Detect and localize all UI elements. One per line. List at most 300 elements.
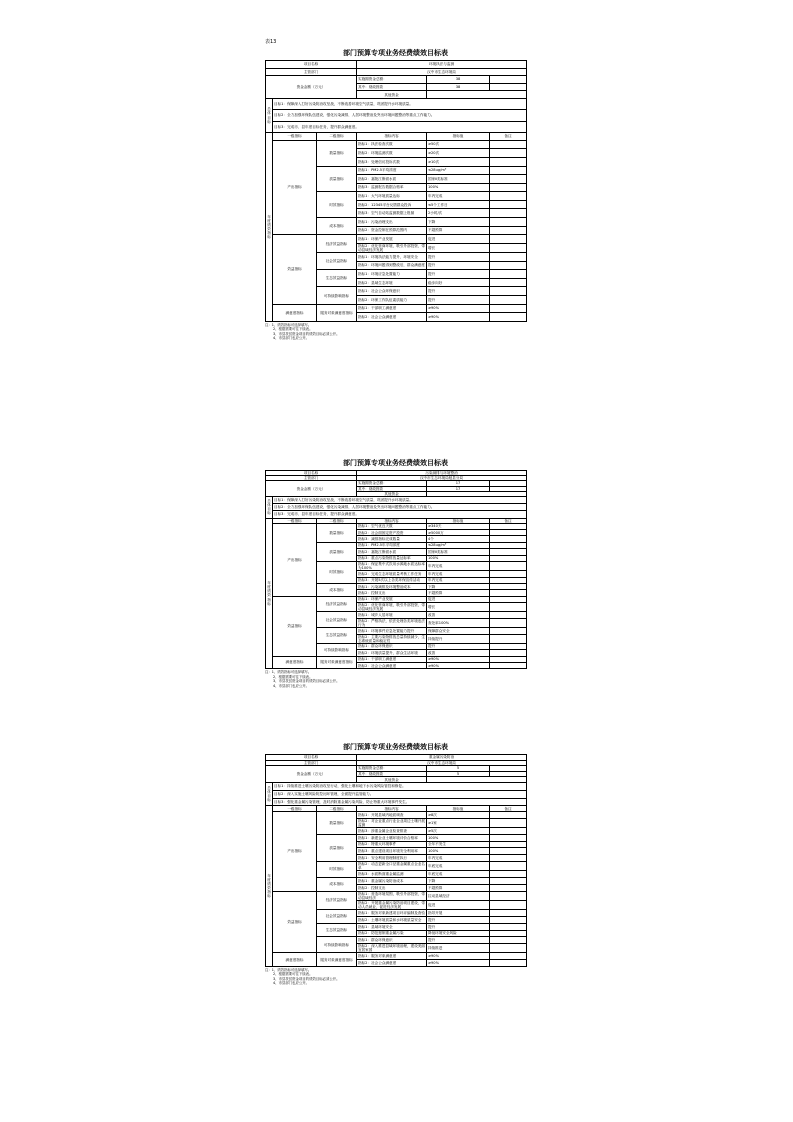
indicator-value: 提升 bbox=[427, 287, 490, 296]
indicator-content: 指标1：PM2.5平均浓度 bbox=[357, 166, 427, 175]
goal-text: 目标3：强化重金属污染管理，及时消除重金属污染风险，防止特重大环境事件发生。 bbox=[273, 798, 527, 806]
indicator-value: 提升 bbox=[427, 923, 490, 930]
indicator-value: 查处率100% bbox=[427, 618, 490, 627]
indicator-remark bbox=[490, 562, 527, 571]
indicator-content: 指标1：开展县域内地质调查 bbox=[357, 811, 427, 818]
level2-indicator: 生态效益指标 bbox=[317, 270, 357, 287]
indicator-content: 指标3：重点建设项目环境安全利用率 bbox=[357, 848, 427, 855]
indicator-content: 指标1：城乡人居环境 bbox=[357, 612, 427, 618]
indicator-value: 指导开展 bbox=[427, 910, 490, 917]
project-name-value: 污染减排与环境整治 bbox=[357, 471, 527, 476]
indicator-value: 保障群众安全 bbox=[427, 628, 490, 634]
indicator-remark bbox=[490, 841, 527, 848]
indicator-remark bbox=[490, 818, 527, 827]
budget-table-3 bbox=[265, 740, 526, 986]
indicator-remark bbox=[490, 953, 527, 960]
indicator-content: 指标1：环境应急处置能力 bbox=[357, 270, 427, 279]
level1-indicator: 产出指标 bbox=[273, 140, 317, 235]
level1-indicator: 效益指标 bbox=[273, 235, 317, 304]
indicator-remark bbox=[490, 960, 527, 967]
indicator-value: ≤28ug/m³ bbox=[427, 542, 490, 548]
level2-indicator: 数量指标 bbox=[317, 523, 357, 542]
indicator-value: ≥20次 bbox=[427, 149, 490, 158]
indicator-value: 持续提升 bbox=[427, 634, 490, 643]
indicator-content: 指标2：社会公众满意度 bbox=[357, 313, 427, 322]
total-fund-label: 实施期资金总额： bbox=[357, 76, 427, 84]
indicator-content: 指标2：环保工作队伍素质能力 bbox=[357, 296, 427, 305]
indicator-value: ≥8次 bbox=[427, 811, 490, 818]
indicator-content: 指标1：执法检查次数 bbox=[357, 140, 427, 149]
indicator-content: 指标3：空气自动站监测数据上报频 bbox=[357, 209, 427, 218]
table-row bbox=[266, 798, 527, 806]
indicator-content: 指标2：完成生态环境质量考核工作任务 bbox=[357, 571, 427, 577]
indicator-remark bbox=[490, 603, 527, 612]
indicator-content: 指标1：群众环保意识 bbox=[357, 937, 427, 944]
indicator-content: 指标2：控制支出 bbox=[357, 590, 427, 596]
indicator-value: 改善 bbox=[427, 612, 490, 618]
level1-indicator: 满意度指标 bbox=[273, 304, 317, 321]
indicator-value: 年底完成 bbox=[427, 871, 490, 878]
col-header-content: 指标内容 bbox=[357, 133, 427, 141]
budget-table-2 bbox=[265, 456, 526, 688]
page-label: 表13 bbox=[265, 39, 277, 45]
indicator-content: 指标1：污染减排及环境整治成本 bbox=[357, 584, 427, 590]
annual-indicator-label: 年度绩效指标 bbox=[266, 518, 273, 669]
col-header-level1: 一级指标 bbox=[273, 133, 317, 141]
col-header-remark: 备注 bbox=[490, 133, 527, 141]
indicator-value: ≥90% bbox=[427, 656, 490, 662]
indicator-content: 指标2：开展重金属污染防治项目建设，带动人员就业，促进经济发展 bbox=[358, 900, 425, 909]
note-line: 注：1、绩效指标可选择填写。 bbox=[265, 967, 312, 972]
goal-text: 目标3：完成市、县年度目标任务，提升群众满意度。 bbox=[273, 121, 527, 132]
col-header-remark: 备注 bbox=[490, 518, 527, 523]
indicator-content: 指标1：重金属污染防治成本 bbox=[357, 878, 427, 885]
table-row bbox=[266, 121, 527, 132]
indicator-value: ≤5个工作日 bbox=[427, 200, 490, 209]
note-line: 4、市县部门也应公开。 bbox=[273, 981, 310, 986]
table-row bbox=[266, 235, 527, 244]
indicator-value: 年底完成 bbox=[427, 861, 490, 870]
level2-indicator: 服务对象满意度指标 bbox=[317, 953, 357, 967]
indicator-content: 指标2：嘉陵江断面水质 bbox=[357, 175, 427, 184]
indicator-remark bbox=[490, 916, 527, 923]
indicator-value: 100% bbox=[427, 183, 490, 192]
goal-text: 目标1：持续推进土壤污染防治攻坚行动，强化土壤和地下水污染风险管控和修复。 bbox=[273, 782, 527, 790]
table-row bbox=[266, 140, 527, 149]
indicator-value: 国家Ⅱ类标准 bbox=[427, 549, 490, 555]
table-notes bbox=[265, 670, 526, 688]
level1-indicator: 满意度指标 bbox=[273, 953, 317, 967]
table-row bbox=[266, 304, 527, 313]
indicator-remark bbox=[490, 175, 527, 184]
fiscal-fund-label: 其中：财政拨款 bbox=[357, 83, 427, 91]
level2-indicator: 成本指标 bbox=[317, 584, 357, 597]
indicator-content: 指标1：PM2.5年平均浓度 bbox=[357, 542, 427, 548]
indicator-content: 指标2：土壤环境质量和水环境质量安全 bbox=[357, 916, 427, 923]
table-notes bbox=[265, 323, 526, 341]
col-header-level1: 一级指标 bbox=[273, 518, 317, 523]
table-row bbox=[266, 811, 527, 818]
level2-indicator: 经济效益指标 bbox=[317, 235, 357, 253]
indicator-value: 增长 bbox=[427, 603, 490, 612]
col-header-level2: 二级指标 bbox=[317, 806, 357, 812]
level2-indicator: 社会效益指标 bbox=[317, 910, 357, 924]
indicator-remark bbox=[490, 183, 527, 192]
total-fund-value: 38 bbox=[427, 76, 490, 84]
level2-indicator: 质量指标 bbox=[317, 834, 357, 861]
indicator-value: 2小时/次 bbox=[427, 209, 490, 218]
indicator-content: 指标2：环境质量提升，群众生活环境 bbox=[357, 650, 427, 656]
indicator-content: 指标3：监测报告数据合格率 bbox=[357, 183, 427, 192]
empty-cell bbox=[427, 91, 527, 99]
table-row bbox=[266, 782, 527, 790]
indicator-value: 提升 bbox=[427, 937, 490, 944]
col-header-content: 指标内容 bbox=[357, 806, 427, 812]
fund-amount-label: 资金金额（万元） bbox=[266, 766, 357, 783]
indicator-content: 指标2：主要污染物排放总量持续减少，生态系统质量和稳定性 bbox=[358, 634, 425, 643]
fiscal-fund-value: 38 bbox=[427, 83, 490, 91]
indicator-remark bbox=[490, 253, 527, 262]
table-notes bbox=[265, 968, 526, 986]
indicator-content: 指标2：资金控制在预算范围内 bbox=[357, 226, 427, 235]
indicator-value: 全年不发生 bbox=[427, 841, 490, 848]
department-label: 主管部门 bbox=[266, 476, 357, 481]
indicator-remark bbox=[490, 149, 527, 158]
table-row bbox=[266, 110, 527, 121]
level2-indicator: 时效指标 bbox=[317, 861, 357, 877]
indicator-value: 年内完成 bbox=[427, 577, 490, 583]
note-line: 3、市县扶贫资金项目的绩效目标必须公开。 bbox=[273, 679, 340, 684]
indicator-remark bbox=[490, 811, 527, 818]
indicator-value: 下降 bbox=[427, 584, 490, 590]
fiscal-fund-label: 其中：财政拨款 bbox=[357, 771, 427, 777]
note-line: 3、市县扶贫资金项目的绩效目标必须公开。 bbox=[273, 331, 340, 336]
table-row bbox=[266, 76, 527, 84]
table-title: 部门预算专项业务经费绩效目标表 bbox=[343, 459, 448, 467]
indicator-remark bbox=[490, 157, 527, 166]
indicator-remark bbox=[490, 278, 527, 287]
indicator-content: 指标3：开展5次以上各类环保宣传活动 bbox=[357, 577, 427, 583]
performance-table bbox=[265, 754, 527, 967]
indicator-remark bbox=[490, 261, 527, 270]
indicator-remark bbox=[490, 662, 527, 668]
level2-indicator: 生态效益指标 bbox=[317, 628, 357, 644]
indicator-content: 指标1：服务对象新建项目环评编制及查验 bbox=[358, 910, 425, 915]
indicator-value: 持续推进 bbox=[427, 944, 490, 953]
indicator-remark bbox=[490, 937, 527, 944]
table-row bbox=[266, 68, 527, 76]
table-row bbox=[266, 891, 527, 900]
indicator-content: 指标3：处理信访投诉次数 bbox=[357, 157, 427, 166]
table-row bbox=[266, 953, 527, 960]
indicator-value: 不超预算 bbox=[427, 226, 490, 235]
indicator-value: 提升 bbox=[427, 261, 490, 270]
overall-goal-label: 总体目标 bbox=[266, 782, 273, 805]
level2-indicator: 时效指标 bbox=[317, 192, 357, 218]
indicator-content: 指标1：群众环保意识 bbox=[357, 643, 427, 649]
indicator-value: 促进 bbox=[427, 235, 490, 244]
indicator-value: 不超预算 bbox=[427, 884, 490, 891]
indicator-content: 指标3：减排指标完成数量 bbox=[357, 536, 427, 542]
other-fund-label: 其他资金 bbox=[357, 91, 427, 99]
indicator-value: ≥5000万 bbox=[427, 530, 490, 536]
indicator-remark bbox=[490, 200, 527, 209]
note-line: 2、根据需要可往下续表。 bbox=[273, 674, 313, 679]
table-row bbox=[266, 133, 527, 141]
level1-indicator: 产出指标 bbox=[273, 811, 317, 891]
level1-indicator: 产出指标 bbox=[273, 523, 317, 596]
total-fund-label: 实施期资金总额： bbox=[357, 766, 427, 772]
indicator-remark bbox=[490, 226, 527, 235]
indicator-content: 指标1：新建企业土壤环境评价合格率 bbox=[357, 834, 427, 841]
table-row bbox=[266, 504, 527, 511]
goal-text: 目标2：全力加强环保队伍建设，强化污染减排、人居环境整治及突出环境问题整治等重点工作能力。 bbox=[273, 110, 527, 121]
indicator-remark bbox=[490, 192, 527, 201]
col-header-level2: 二级指标 bbox=[317, 518, 357, 523]
indicator-content: 指标2：优化营商环境，吸引外部投资，带动县域经济发展 bbox=[358, 603, 425, 612]
fund-amount-label: 资金金额（万元） bbox=[266, 76, 357, 99]
indicator-remark bbox=[490, 218, 527, 227]
table-row bbox=[266, 790, 527, 798]
col-header-remark: 备注 bbox=[490, 806, 527, 812]
indicator-remark bbox=[490, 834, 527, 841]
indicator-remark bbox=[490, 140, 527, 149]
table-row bbox=[266, 511, 527, 518]
indicator-content: 指标1：空气优良天数 bbox=[357, 523, 427, 529]
level2-indicator: 成本指标 bbox=[317, 878, 357, 892]
level1-indicator: 效益指标 bbox=[273, 891, 317, 953]
indicator-content: 指标1：干部职工满意度 bbox=[357, 304, 427, 313]
table-row bbox=[266, 496, 527, 503]
indicator-content: 指标2：优化营商环境，吸引外部投资，带动县域经济发展 bbox=[358, 243, 425, 252]
level2-indicator: 可持续影响指标 bbox=[317, 643, 357, 656]
indicator-value: 100% bbox=[427, 834, 490, 841]
other-fund-label: 其他资金 bbox=[357, 777, 427, 783]
goal-text: 目标1：保障深入打好污染防治攻坚战，不断改善环境空气质量，巩固提升水环境质量。 bbox=[273, 98, 527, 109]
indicator-remark bbox=[490, 209, 527, 218]
indicator-value: 年内完成 bbox=[427, 855, 490, 862]
annual-indicator-label: 年度绩效指标 bbox=[266, 806, 273, 967]
department-label: 主管部门 bbox=[266, 760, 357, 766]
col-header-value: 指标值 bbox=[427, 133, 490, 141]
indicator-content: 指标3：水质断面重金属监测 bbox=[357, 871, 427, 878]
indicator-value: ≥50次 bbox=[427, 140, 490, 149]
indicator-remark bbox=[490, 287, 527, 296]
col-header-level2: 二级指标 bbox=[317, 133, 357, 141]
indicator-value: 提升 bbox=[427, 916, 490, 923]
level2-indicator: 成本指标 bbox=[317, 218, 357, 235]
project-name-value: 重金属污染防治 bbox=[357, 755, 527, 761]
indicator-remark bbox=[490, 855, 527, 862]
indicator-content: 指标1：安全利用管理制度执行 bbox=[357, 855, 427, 862]
indicator-remark bbox=[490, 270, 527, 279]
indicator-value: 年内完成 bbox=[427, 562, 490, 571]
level2-indicator: 质量指标 bbox=[317, 542, 357, 561]
indicator-value: 提升 bbox=[427, 296, 490, 305]
total-fund-value: 5 bbox=[427, 766, 490, 772]
project-name-value: 环境执法与监测 bbox=[357, 61, 527, 69]
indicator-remark bbox=[490, 900, 527, 909]
indicator-content: 指标2：社会公众满意度 bbox=[357, 662, 427, 668]
indicator-value: ≥5次 bbox=[427, 828, 490, 835]
performance-table bbox=[265, 60, 527, 322]
indicator-value: ≥10次 bbox=[427, 157, 490, 166]
indicator-remark bbox=[490, 871, 527, 878]
indicator-remark bbox=[490, 634, 527, 643]
goal-text: 目标3：完成市、县年度目标任务，提升群众满意度。 bbox=[273, 511, 527, 518]
indicator-value: 4个 bbox=[427, 536, 490, 542]
department-value: 汉中市生态环境局 bbox=[357, 68, 527, 76]
overall-goal-label: 总体目标 bbox=[266, 496, 273, 518]
project-name-label: 项目名称 bbox=[266, 755, 357, 761]
indicator-value: 增长 bbox=[427, 243, 490, 252]
level2-indicator: 质量指标 bbox=[317, 166, 357, 192]
indicator-content: 指标2：动态更新全口径重金属重点企业名单 bbox=[358, 861, 425, 871]
indicator-content: 指标2：对企业重点行业企业周边土壤开展监测 bbox=[358, 818, 425, 827]
project-name-label: 项目名称 bbox=[266, 61, 357, 69]
indicator-content: 指标1：社会公众环保意识 bbox=[357, 287, 427, 296]
indicator-content: 指标2：特重大环境事件 bbox=[357, 841, 427, 848]
indicator-remark bbox=[490, 618, 527, 627]
indicator-value: 年内完成 bbox=[427, 192, 490, 201]
indicator-remark bbox=[490, 910, 527, 917]
level2-indicator: 生态效益指标 bbox=[317, 923, 357, 937]
indicator-value: ≥90% bbox=[427, 960, 490, 967]
fiscal-fund-value: 5 bbox=[427, 771, 490, 777]
indicator-value: 下降 bbox=[427, 878, 490, 885]
col-header-level1: 一级指标 bbox=[273, 806, 317, 812]
indicator-value: 不超预算 bbox=[427, 590, 490, 596]
indicator-remark bbox=[490, 304, 527, 313]
indicator-value: 提升 bbox=[427, 253, 490, 262]
indicator-remark bbox=[490, 944, 527, 953]
goal-text: 目标2：深入实施土壤风险防控闭环管理，全面提升监管能力。 bbox=[273, 790, 527, 798]
note-line: 3、市县扶贫资金项目的绩效目标必须公开。 bbox=[273, 976, 340, 981]
indicator-content: 指标1：环境执法能力提升，环境安全 bbox=[357, 253, 427, 262]
indicator-remark bbox=[490, 923, 527, 930]
empty-cell bbox=[490, 76, 527, 84]
indicator-content: 指标1：环保产业发展 bbox=[357, 235, 427, 244]
col-header-value: 指标值 bbox=[427, 518, 490, 523]
indicator-value: ≥90% bbox=[427, 662, 490, 668]
other-fund-label: 其他资金 bbox=[357, 491, 427, 496]
col-header-content: 指标内容 bbox=[357, 518, 427, 523]
note-line: 2、根据需要可往下续表。 bbox=[273, 972, 313, 977]
indicator-value: 100% bbox=[427, 848, 490, 855]
indicator-remark bbox=[490, 243, 527, 252]
note-line: 4、市县部门也应公开。 bbox=[273, 683, 310, 688]
department-value: 汉中市生态环境局勉县分局 bbox=[357, 476, 527, 481]
indicator-content: 指标3：重点污染物排放量达标率 bbox=[357, 555, 427, 561]
col-header-value: 指标值 bbox=[427, 806, 490, 812]
level2-indicator: 时效指标 bbox=[317, 562, 357, 584]
goal-text: 目标2：全力加强环保队伍建设，强化污染减排、人居环境整治及突出环境问题整治等重点工作能力。 bbox=[273, 504, 527, 511]
indicator-value: 促进 bbox=[427, 900, 490, 909]
indicator-content: 指标1：县域环境安全 bbox=[357, 923, 427, 930]
indicator-content: 指标2：控制支出 bbox=[357, 884, 427, 891]
indicator-remark bbox=[490, 166, 527, 175]
level2-indicator: 经济效益指标 bbox=[317, 596, 357, 612]
table-title: 部门预算专项业务经费绩效目标表 bbox=[343, 743, 448, 751]
indicator-remark bbox=[490, 861, 527, 870]
indicator-value: ≥90% bbox=[427, 953, 490, 960]
indicator-content: 指标2：深入推进县域环境治理，建设美丽宜居家园 bbox=[358, 944, 425, 953]
indicator-content: 指标2：环境问题得到整改后，群众满意度 bbox=[357, 261, 427, 270]
total-fund-label: 实施期资金总额： bbox=[357, 481, 427, 486]
performance-table bbox=[265, 470, 527, 669]
level2-indicator: 可持续影响指标 bbox=[317, 287, 357, 304]
indicator-value: ≥90% bbox=[427, 304, 490, 313]
annual-indicator-label: 年度绩效指标 bbox=[266, 133, 273, 322]
indicator-content: 指标2：嘉陵江断面水质 bbox=[357, 549, 427, 555]
level2-indicator: 社会效益指标 bbox=[317, 253, 357, 270]
indicator-remark bbox=[490, 848, 527, 855]
fiscal-fund-value: 17 bbox=[427, 486, 490, 491]
indicator-value: 国家Ⅱ类标准 bbox=[427, 175, 490, 184]
indicator-content: 指标1：营造环境氛围，吸引外部投资，带动县域经济 bbox=[358, 891, 425, 900]
empty-cell bbox=[490, 83, 527, 91]
level2-indicator: 数量指标 bbox=[317, 140, 357, 166]
table-row bbox=[266, 98, 527, 109]
indicator-remark bbox=[490, 313, 527, 322]
indicator-remark bbox=[490, 930, 527, 937]
indicator-content: 指标1：环境事件应急处置能力提升 bbox=[357, 628, 427, 634]
level2-indicator: 数量指标 bbox=[317, 811, 357, 834]
note-line: 2、根据需要可往下续表。 bbox=[273, 327, 313, 332]
indicator-content: 指标2：严格执法，依法处理各类环境违法行为 bbox=[358, 618, 425, 627]
indicator-value: ≥90% bbox=[427, 313, 490, 322]
indicator-value: 改善 bbox=[427, 650, 490, 656]
indicator-value: 提升 bbox=[427, 270, 490, 279]
indicator-value: 稳步向好 bbox=[427, 278, 490, 287]
note-line: 4、市县部门也应公开。 bbox=[273, 336, 310, 341]
level2-indicator: 服务对象满意度指标 bbox=[317, 304, 357, 321]
indicator-content: 指标1：污染治理支出 bbox=[357, 218, 427, 227]
total-fund-value: 17 bbox=[427, 481, 490, 486]
indicator-remark bbox=[490, 891, 527, 900]
fiscal-fund-label: 其中：财政拨款 bbox=[357, 486, 427, 491]
goal-text: 目标1：保障深入打好污染防治攻坚战，不断改善环境空气质量，巩固提升水环境质量。 bbox=[273, 496, 527, 503]
indicator-content: 指标2：环境监测次数 bbox=[357, 149, 427, 158]
indicator-content: 指标2：防范遏制重金属污染 bbox=[357, 930, 427, 937]
indicator-value: 拉动县域经济 bbox=[427, 891, 490, 900]
indicator-content: 指标1：保证集中式饮用水源地水质达标率为100% bbox=[358, 562, 425, 571]
indicator-value: 降低环境安全风险 bbox=[427, 930, 490, 937]
indicator-value: 100% bbox=[427, 555, 490, 561]
indicator-content: 指标2：12345平台反馈群众投诉 bbox=[357, 200, 427, 209]
indicator-content: 指标2：社会面固定资产投资 bbox=[357, 530, 427, 536]
level2-indicator: 可持续影响指标 bbox=[317, 937, 357, 953]
indicator-content: 指标1：大气环境质量达标 bbox=[357, 192, 427, 201]
indicator-content: 指标1：干部职工满意度 bbox=[357, 656, 427, 662]
overall-goal-label: 总体目标 bbox=[266, 98, 273, 132]
indicator-value: 提升 bbox=[427, 643, 490, 649]
note-line: 注：1、绩效指标可选择填写。 bbox=[265, 322, 312, 327]
indicator-remark bbox=[490, 828, 527, 835]
note-line: 注：1、绩效指标可选择填写。 bbox=[265, 670, 312, 675]
indicator-value: 下降 bbox=[427, 218, 490, 227]
indicator-remark bbox=[490, 878, 527, 885]
budget-table-1 bbox=[265, 46, 526, 341]
fund-amount-label: 资金金额（万元） bbox=[266, 481, 357, 497]
indicator-content: 指标2：社会公众满意度 bbox=[357, 960, 427, 967]
indicator-content: 指标2：县域生态环境 bbox=[357, 278, 427, 287]
indicator-remark bbox=[490, 884, 527, 891]
indicator-value: ≤28ug/m³ bbox=[427, 166, 490, 175]
level2-indicator: 服务对象满意度指标 bbox=[317, 656, 357, 669]
level1-indicator: 满意度指标 bbox=[273, 656, 317, 669]
project-name-label: 项目名称 bbox=[266, 471, 357, 476]
